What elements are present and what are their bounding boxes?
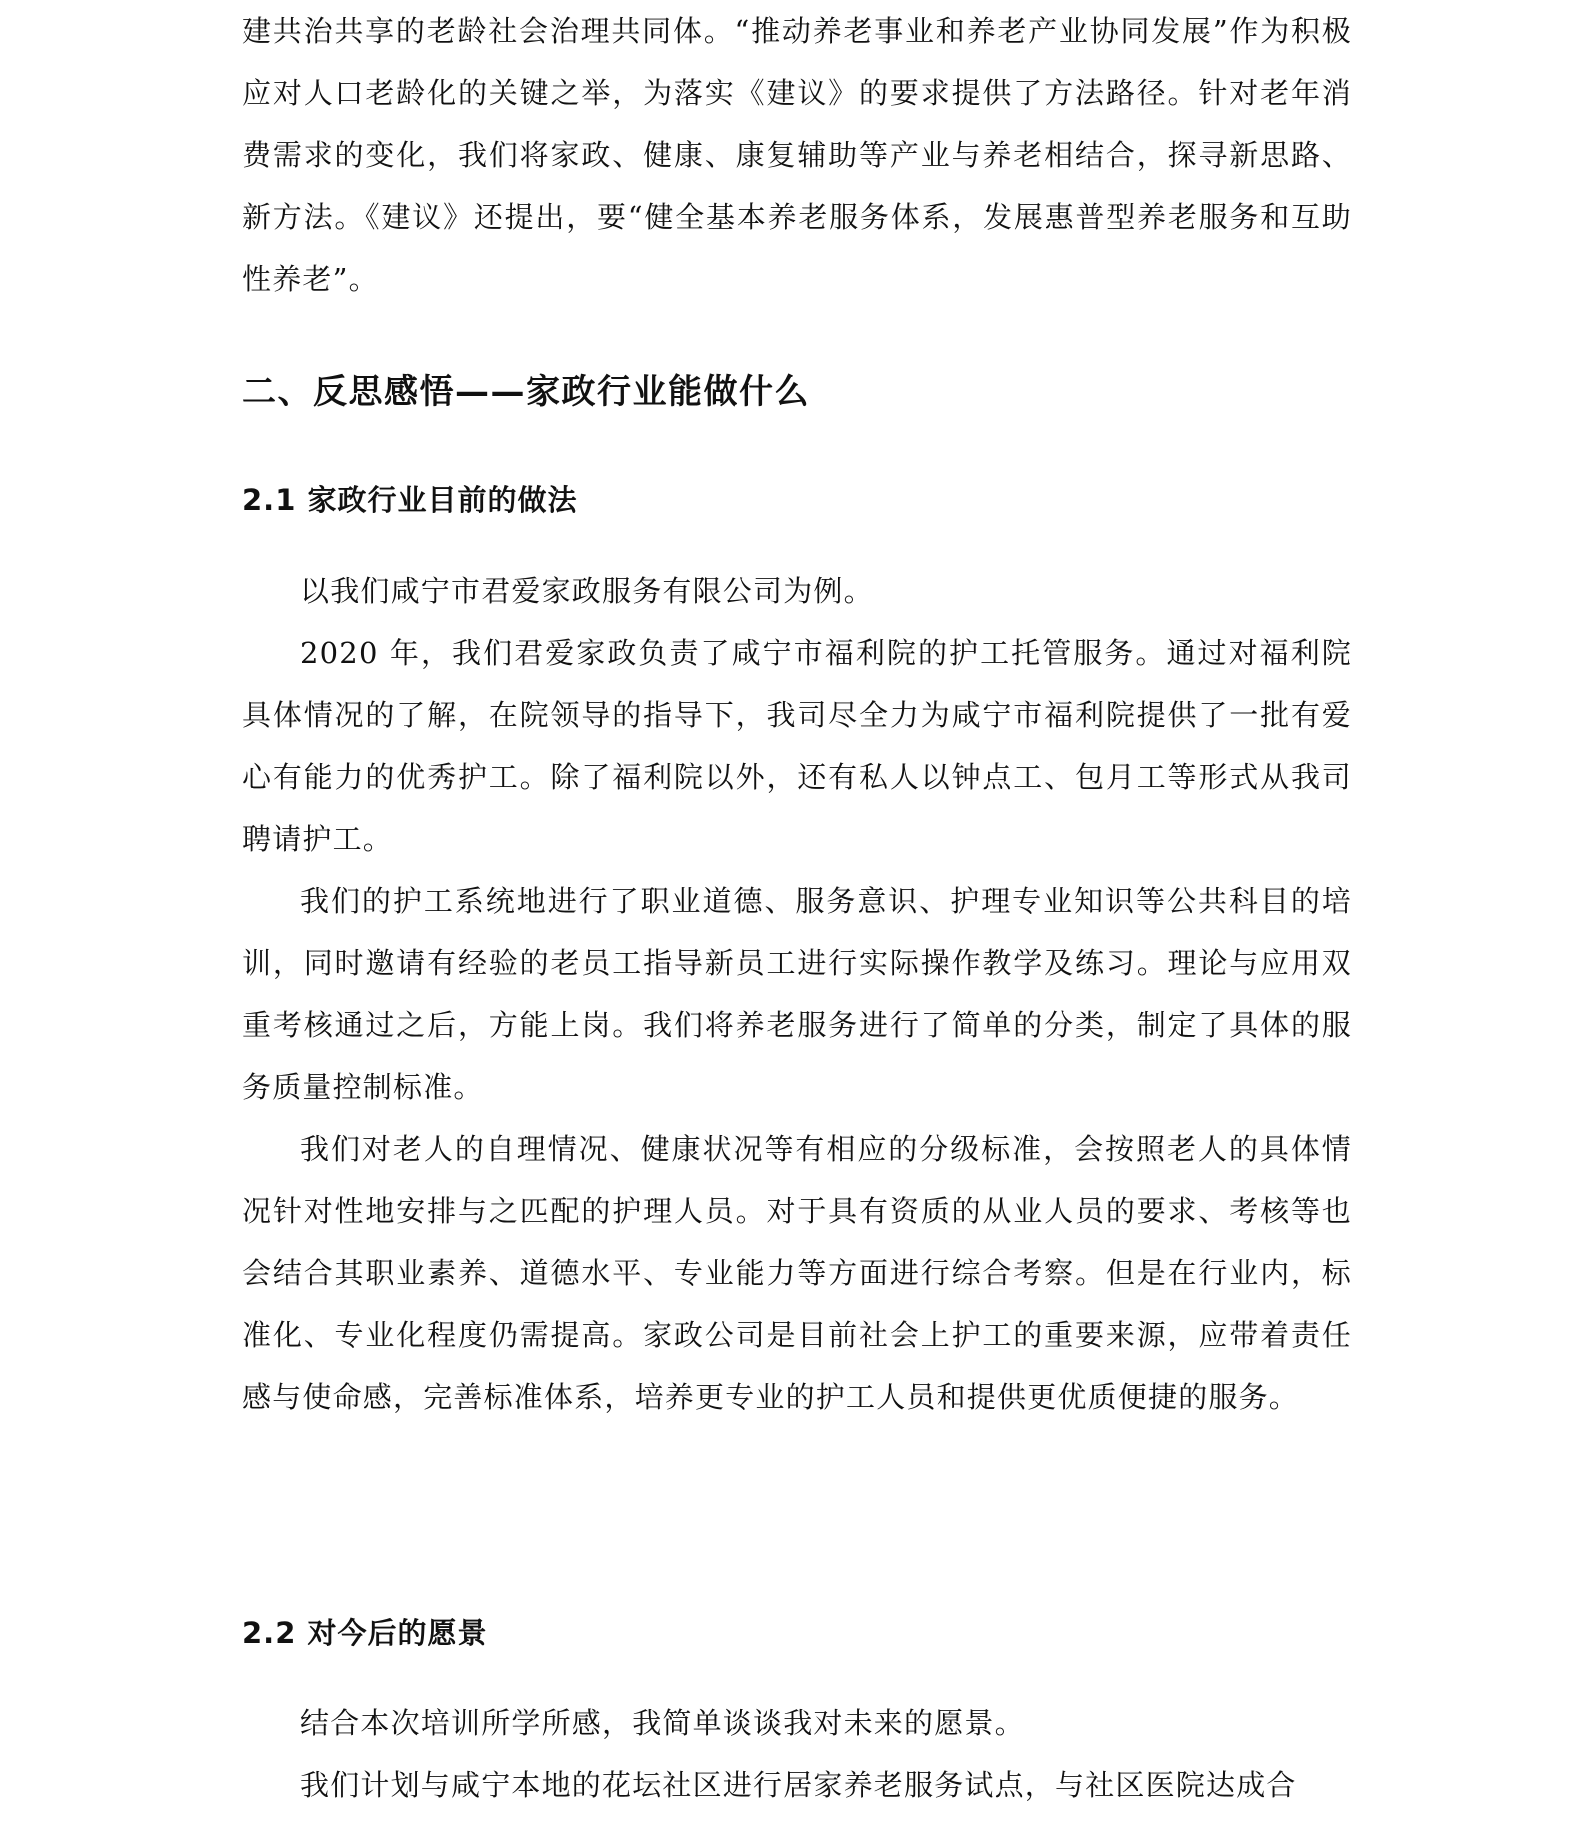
- body-paragraph: 结合本次培训所学所感，我简单谈谈我对未来的愿景。: [300, 1706, 1025, 1740]
- subsection-heading-2-2: 2.2 对今后的愿景: [242, 1616, 488, 1650]
- body-paragraph: 2020 年，我们君爱家政负责了咸宁市福利院的护工托管服务。通过对福利院具体情况的了解，在院领导的指导下，我司尽全力为咸宁市福利院提供了一批有爱心有能力的优秀护工。除了福利院以外，还有私人以钟点工、包月工等形式从我司聘请护工。: [242, 636, 1352, 856]
- body-paragraph: 以我们咸宁市君爱家政服务有限公司为例。: [300, 574, 874, 608]
- subsection-body-2-1: [242, 560, 1352, 1428]
- subsection-body-2-2: [242, 1692, 1352, 1816]
- body-paragraph: 我们的护工系统地进行了职业道德、服务意识、护理专业知识等公共科目的培训，同时邀请有经验的老员工指导新员工进行实际操作教学及练习。理论与应用双重考核通过之后，方能上岗。我们将养老服务进行了简单的分类，制定了具体的服务质量控制标准。: [242, 884, 1352, 1104]
- section-heading: 二、反思感悟——家政行业能做什么: [242, 372, 810, 412]
- body-paragraph: 我们计划与咸宁本地的花坛社区进行居家养老服务试点，与社区医院达成合: [300, 1768, 1297, 1802]
- intro-paragraph: 建共治共享的老龄社会治理共同体。“推动养老事业和养老产业协同发展”作为积极应对人口老龄化的关键之举，为落实《建议》的要求提供了方法路径。针对老年消费需求的变化，我们将家政、健康、康复辅助等产业与养老相结合，探寻新思路、新方法。《建议》还提出，要“健全基本养老服务体系，发展惠普型养老服务和互助性养老”。: [242, 14, 1352, 296]
- intro-block: [242, 0, 1352, 310]
- subsection-heading-2-1: 2.1 家政行业目前的做法: [242, 483, 578, 517]
- body-paragraph: 我们对老人的自理情况、健康状况等有相应的分级标准，会按照老人的具体情况针对性地安排与之匹配的护理人员。对于具有资质的从业人员的要求、考核等也会结合其职业素养、道德水平、专业能力等方面进行综合考察。但是在行业内，标准化、专业化程度仍需提高。家政公司是目前社会上护工的重要来源，应带着责任感与使命感，完善标准体系，培养更专业的护工人员和提供更优质便捷的服务。: [242, 1132, 1352, 1414]
